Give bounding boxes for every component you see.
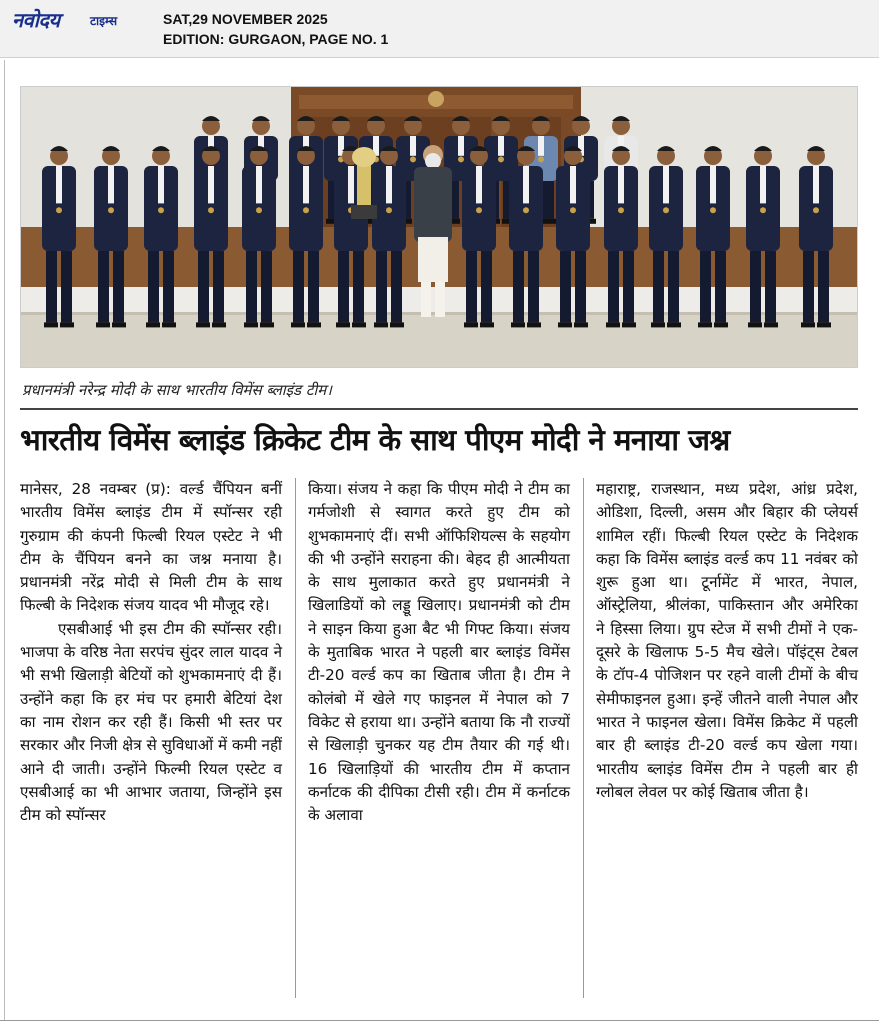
column-divider	[583, 478, 584, 998]
article-column-2	[308, 478, 570, 1008]
masthead-bar	[0, 0, 879, 58]
column-divider	[295, 478, 296, 998]
article-paragraph: मानेसर, 28 नवम्बर (प्र): वर्ल्ड चैंपियन बनीं भारतीय विमेंस ब्लाइंड टीम में स्पॉन्सर रही गुरुग्राम की कंपनी फिल्बी रियल एस्टेट ने भी टीम के चैंपियन बनने का जश्न मनाया है। प्रधानमंत्री नरेंद्र मोदी से मिली टीम के साथ फिल्बी के निदेशक संजय यादव भी मौजूद रहे।	[20, 480, 282, 615]
edition-date: SAT,29 NOVEMBER 2025	[163, 11, 328, 27]
article-paragraph: किया। संजय ने कहा कि पीएम मोदी ने टीम का गर्मजोशी से स्वागत करते हुए टीम को शुभकामनाएं दीं। सभी ऑफिशियल्स के सहयोग की भी उन्होंने सराहना की। बेहद ही आत्मीयता के साथ मुलाकात करते हुए प्रधानमंत्री ने खिलाडियों को लड्डू खिलाए। प्रधानमंत्री को टीम ने साइन किया हुआ बैट भी गिफ्ट किया। संजय के मुताबिक भारत ने पहली बार ब्लाइंड विमेंस टी-20 वर्ल्ड कप का खिताब जीता है। टीम ने कोलंबो में खेले गए फाइनल में नेपाल को 7 विकेट से हराया था। उन्होंने बताया कि नौ राज्यों से खिलाड़ी चुनकर यह टीम तैयार की गई थी। 16 खिलाड़ियों की भारतीय टीम में कप्तान कर्नाटक की दीपिका टीसी रही। टीम में कर्नाटक के अलावा	[308, 480, 570, 825]
group-photo	[20, 86, 858, 368]
logo-sub-text: टाइम्स	[90, 14, 118, 28]
article-headline: भारतीय विमेंस ब्लाइंड क्रिकेट टीम के साथ पीएम मोदी ने मनाया जश्न	[20, 423, 730, 457]
left-margin-rule	[4, 60, 5, 1020]
bottom-rule	[0, 1020, 879, 1021]
logo-brand-text: नवोदय	[12, 8, 60, 32]
edition-info	[163, 9, 388, 49]
photo-caption: प्रधानमंत्री नरेन्द्र मोदी के साथ भारतीय विमेंस ब्लाइंड टीम।	[22, 381, 332, 399]
article-column-3	[596, 478, 858, 1008]
article-paragraph: एसबीआई भी इस टीम की स्पॉन्सर रही। भाजपा के वरिष्ठ नेता सरपंच सुंदर लाल यादव ने भी सभी खिलाड़ी बेटियों को शुभकामनाएं दी हैं। उन्होंने कहा कि हर मंच पर हमारी बेटियां देश का नाम रोशन कर रही हैं। किसी भी स्तर पर सरकार और निजी क्षेत्र से सुविधाओं में कमी नहीं आने दी जाती। उन्होंने फिल्मी रियल एस्टेट व एसबीआई का भी आभार जताया, जिन्होंने इस टीम को स्पॉन्सर	[20, 619, 282, 825]
edition-page: EDITION: GURGAON, PAGE NO. 1	[163, 31, 389, 47]
caption-divider	[20, 408, 858, 410]
newspaper-logo	[12, 6, 138, 34]
article-column-1	[20, 478, 282, 1008]
group-photo-illustration	[21, 87, 858, 368]
article-paragraph: महाराष्ट्र, राजस्थान, मध्य प्रदेश, आंध्र प्रदेश, ओडिशा, दिल्ली, असम और बिहार की प्लेयर्स शामिल रहीं। फिल्बी रियल एस्टेट के निदेशक कहा कि विमेंस ब्लाइंड वर्ल्ड कप 11 नवंबर को शुरू हुआ था। टूर्नामेंट में भारत, नेपाल, ऑस्ट्रेलिया, श्रीलंका, पाकिस्तान और अमेरिका ने हिस्सा लिया। ग्रुप स्टेज में सभी टीमों ने एक-दूसरे के खिलाफ 5-5 मैच खेले। पॉइंट्स टेबल के टॉप-4 पोजिशन पर रहने वाली टीमों के बीच सेमीफाइनल हुआ। इन्हें जीतने वाली नेपाल और भारत ने फाइनल खेला। विमेंस क्रिकेट में पहली बार ही ब्लाइंड टी-20 वर्ल्ड कप खेला गया। भारतीय ब्लाइंड विमेंस टीम ने पहली बार ही ग्लोबल लेवल पर कोई खिताब जीता है।	[596, 480, 858, 801]
